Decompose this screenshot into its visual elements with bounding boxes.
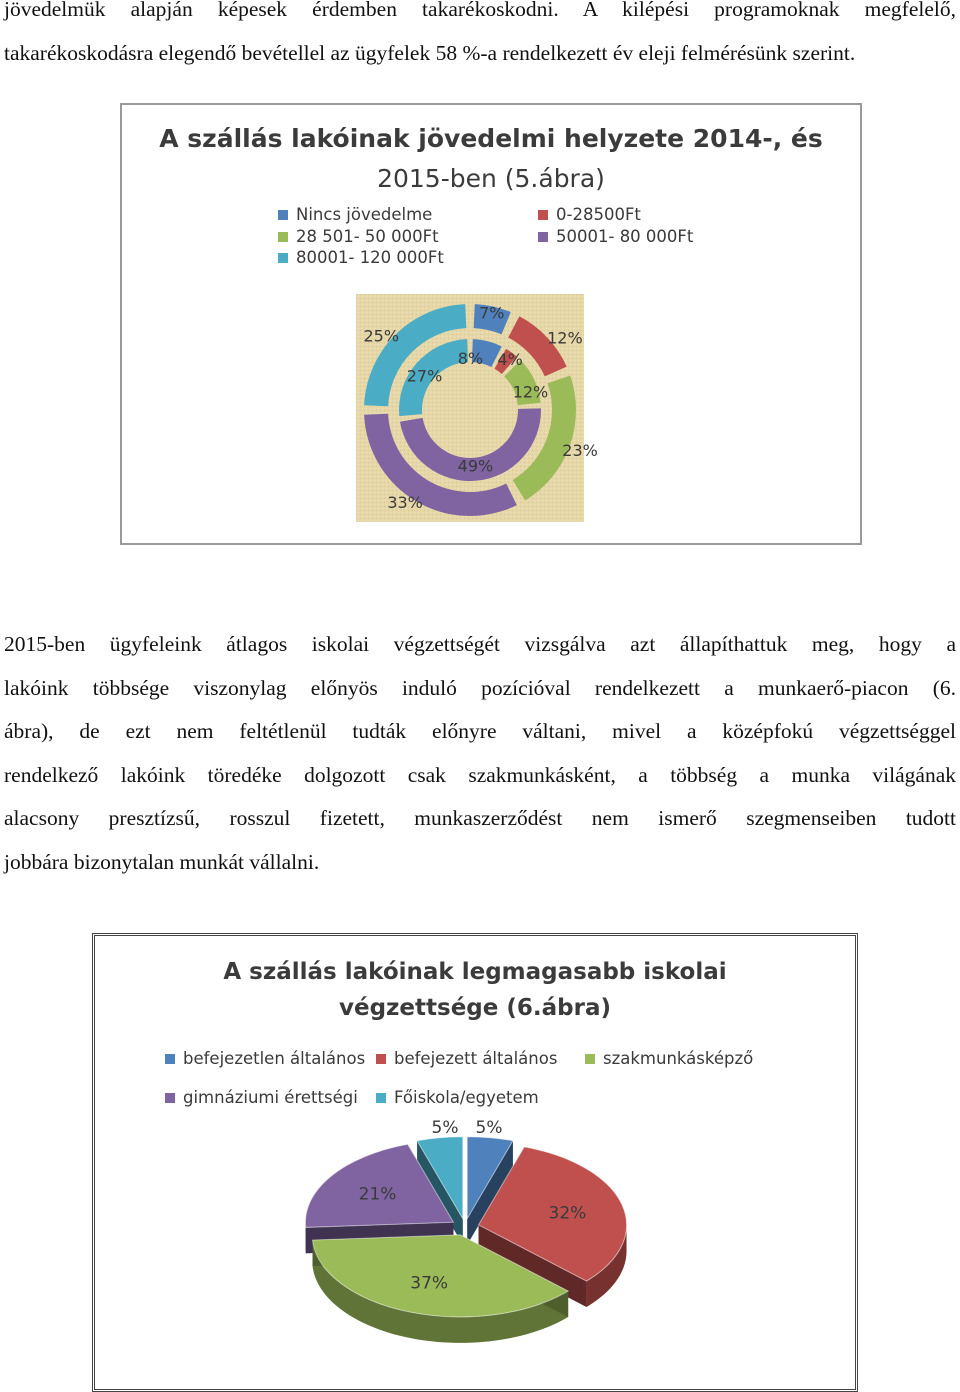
legend-item	[278, 227, 439, 246]
intro-line: jövedelmük alapján képesek érdemben takarékoskodni. A kilépési programoknak megfelelő,	[4, 0, 956, 21]
legend-item	[165, 1088, 358, 1107]
legend-item	[278, 248, 444, 267]
pie-label-0: 5%	[475, 1118, 503, 1138]
doughnut-label-outer-3: 33%	[387, 493, 423, 513]
legend-swatch	[165, 1054, 175, 1064]
legend-item	[376, 1049, 557, 1068]
legend-swatch	[538, 232, 548, 242]
legend-swatch	[278, 253, 288, 263]
chart-title-line: A szállás lakóinak legmagasabb iskolai	[223, 959, 727, 985]
doughnut-label-inner-0: 8%	[457, 348, 484, 368]
legend-label: 50001- 80 000Ft	[556, 227, 694, 246]
body-line: 2015-ben ügyfeleink átlagos iskolai végzettségét vizsgálva azt állapíthattuk meg, hogy a	[4, 632, 956, 656]
legend-swatch	[376, 1093, 386, 1103]
doughnut-label-inner-4: 27%	[406, 366, 443, 386]
chart-title	[122, 119, 860, 199]
legend-item	[165, 1049, 365, 1068]
body-line: ábra), de ezt nem feltétlenül tudták előnyre váltani, mivel a középfokú végzettséggel	[4, 719, 956, 743]
intro-line: takarékoskodásra elegendő bevétellel az ügyfelek 58 %-a rendelkezett év eleji felmérésünk szerint.	[4, 40, 856, 65]
legend-label: Nincs jövedelme	[296, 205, 433, 224]
doughnut-plot	[356, 294, 598, 522]
pie-label-3: 21%	[358, 1184, 397, 1205]
legend-item	[278, 205, 432, 224]
body-line: lakóink többsége viszonylag előnyös induló pozícióval rendelkezett a munkaerő-piacon (6.	[4, 675, 956, 700]
legend-swatch	[585, 1054, 595, 1064]
income-doughnut-chart	[120, 103, 862, 545]
body-paragraph	[4, 623, 956, 884]
chart-title-line: 2015-ben (5.ábra)	[377, 164, 605, 193]
body-line: rendelkező lakóink töredéke dolgozott csak szakmunkásként, a többség a munka világának	[4, 762, 956, 787]
legend-label: befejezett általános	[394, 1049, 558, 1068]
legend-swatch	[165, 1093, 175, 1103]
legend-item	[538, 227, 693, 246]
chart-title-line: végzettsége (6.ábra)	[338, 995, 611, 1021]
chart-title-line: A szállás lakóinak jövedelmi helyzete 2014-, és	[159, 124, 823, 153]
legend-label: 80001- 120 000Ft	[296, 248, 444, 267]
doughnut-label-inner-1: 4%	[497, 350, 523, 370]
doughnut-label-outer-0: 7%	[479, 303, 505, 323]
legend-label: befejezetlen általános	[183, 1049, 366, 1068]
pie-plot	[295, 1119, 675, 1379]
legend-swatch	[278, 210, 288, 220]
legend-item	[585, 1049, 753, 1068]
pie-label-4: 5%	[431, 1118, 459, 1138]
legend-label: 0-28500Ft	[556, 205, 641, 224]
doughnut-label-outer-4: 25%	[363, 326, 400, 346]
doughnut-label-outer-2: 23%	[562, 440, 598, 460]
intro-paragraph	[4, 0, 956, 75]
education-pie-chart	[92, 933, 858, 1392]
legend-label: 28 501- 50 000Ft	[296, 227, 439, 246]
body-line: alacsony presztízsű, rosszul fizetett, munkaszerződést nem ismerő szegmenseiben tudott	[4, 806, 956, 830]
body-line: jobbára bizonytalan munkát vállalni.	[4, 849, 320, 874]
chart-title	[95, 954, 855, 1026]
doughnut-label-inner-2: 12%	[512, 382, 549, 402]
legend-label: szakmunkásképző	[603, 1049, 754, 1068]
pie-label-2: 37%	[410, 1273, 449, 1294]
legend-swatch	[376, 1054, 386, 1064]
legend-item	[538, 205, 641, 224]
doughnut-label-inner-3: 49%	[457, 456, 494, 476]
legend-label: gimnáziumi érettségi	[183, 1088, 358, 1107]
doughnut-label-outer-1: 12%	[547, 328, 583, 348]
legend-label: Főiskola/egyetem	[394, 1088, 539, 1107]
pie-label-1: 32%	[548, 1203, 587, 1224]
legend-swatch	[278, 232, 288, 242]
legend-item	[376, 1088, 539, 1107]
legend-swatch	[538, 210, 548, 220]
